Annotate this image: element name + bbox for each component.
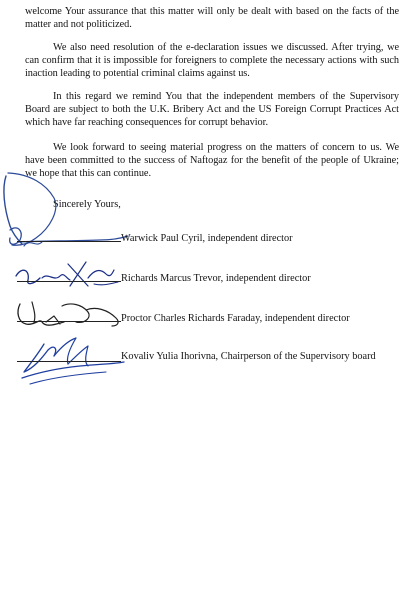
paragraph-e-declaration: We also need resolution of the e-declaration issues we discussed. After trying, we can confirm that it is impossible for foreigners to complete the necessary actions with such inaction leading to potential criminal claims against us.: [25, 42, 399, 79]
signature-kovaliv: [10, 328, 130, 388]
signature-line-2: [17, 281, 121, 282]
paragraph-continuation: welcome Your assurance that this matter will only be dealt with based on the facts of the matter and not politicized.: [25, 6, 399, 30]
signatory-proctor: Proctor Charles Richards Faraday, independent director: [121, 313, 350, 324]
signatory-richards: Richards Marcus Trevor, independent director: [121, 273, 311, 284]
closing-salutation: Sincerely Yours,: [53, 199, 121, 210]
signature-line-3: [17, 321, 121, 322]
paragraph-bribery-act: In this regard we remind You that the independent members of the Supervisory Board are subject to both the U.K. Bribery Act and the US Foreign Corrupt Practices Act which have far reaching consequences for corrupt behavior.: [25, 91, 399, 128]
signature-line-4: [17, 361, 121, 362]
signature-line-1: [17, 241, 121, 242]
signatory-warwick: Warwick Paul Cyril, independent director: [121, 233, 293, 244]
signature-richards: [14, 256, 124, 296]
signatory-kovaliv: Kovaliv Yulia Ihorivna, Chairperson of the Supervisory board: [121, 351, 376, 362]
paragraph-progress: We look forward to seeing material progress on the matters of concern to us. We have been committed to the success of Naftogaz for the benefit of the people of Ukraine; we hope that this can continue.: [25, 142, 399, 179]
